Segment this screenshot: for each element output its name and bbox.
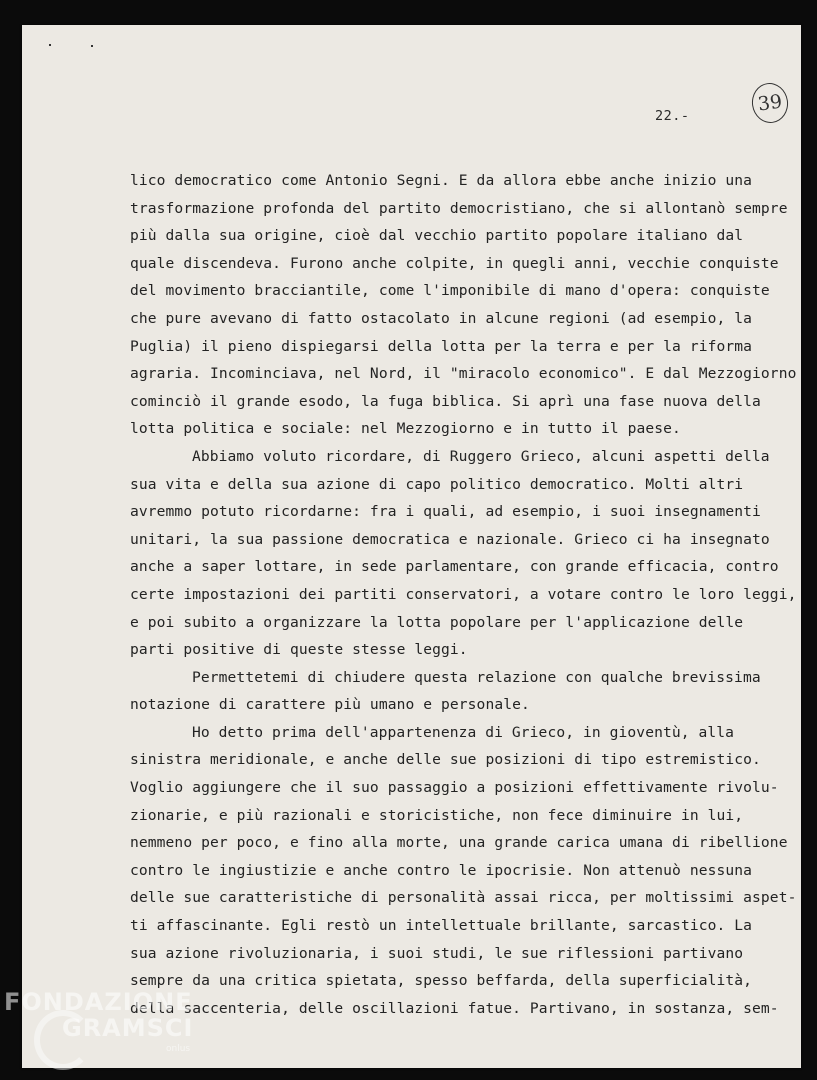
text-line: Ho detto prima dell'appartenenza di Grieco, in gioventù, alla — [192, 723, 735, 741]
text-line: trasformazione profonda del partito democristiano, che si allontanò sempre — [130, 199, 788, 217]
watermark-logo-icon — [34, 1010, 92, 1070]
text-line: zionarie, e più razionali e storicistiche, non fece diminuire in lui, — [130, 806, 744, 824]
text-line: Puglia) il pieno dispiegarsi della lotta per la terra e per la riforma — [130, 337, 753, 355]
text-line: sua azione rivoluzionaria, i suoi studi, le sue riflessioni partivano — [130, 944, 744, 962]
page-number: 22.- — [655, 108, 690, 124]
watermark-line1: FONDAZIONE — [4, 988, 193, 1016]
text-line: lico democratico come Antonio Segni. E da allora ebbe anche inizio una — [130, 172, 753, 189]
watermark-line3: onlus — [166, 1044, 191, 1054]
watermark — [4, 988, 193, 1054]
text-line: sempre da una critica spietata, spesso beffarda, della superficialità, — [130, 972, 753, 990]
text-line: e poi subito a organizzare la lotta popolare per l'applicazione delle — [130, 613, 744, 631]
paper-speck — [49, 44, 51, 46]
text-line: che pure avevano di fatto ostacolato in alcune regioni (ad esempio, la — [130, 309, 753, 327]
watermark-line2: GRAMSCI — [62, 1014, 194, 1042]
text-line: Voglio aggiungere che il suo passaggio a posizioni effettivamente rivolu- — [130, 779, 779, 797]
text-line: unitari, la sua passione democratica e nazionale. Grieco ci ha insegnato — [130, 530, 770, 548]
text-line: quale discendeva. Furono anche colpite, in quegli anni, vecchie conquiste — [130, 254, 779, 272]
text-line: anche a saper lottare, in sede parlamentare, con grande efficacia, contro — [130, 558, 779, 576]
text-line: nemmeno per poco, e fino alla morte, una grande carica umana di ribellione — [130, 834, 788, 852]
archive-stamp: 39 — [749, 81, 790, 126]
text-line: più dalla sua origine, cioè dal vecchio partito popolare italiano dal — [130, 227, 744, 245]
text-line: ti affascinante. Egli restò un intellettuale brillante, sarcastico. La — [130, 917, 753, 935]
text-line: agraria. Incominciava, nel Nord, il "miracolo economico". E dal Mezzogiorno — [130, 365, 797, 383]
text-line: sinistra meridionale, e anche delle sue posizioni di tipo estremistico. — [130, 751, 761, 769]
text-line: delle sue caratteristiche di personalità assai ricca, per moltissimi aspet- — [130, 889, 797, 907]
text-line: Abbiamo voluto ricordare, di Ruggero Grieco, alcuni aspetti della — [192, 447, 770, 465]
body-text — [130, 167, 797, 1022]
text-line: sua vita e della sua azione di capo politico democratico. Molti altri — [130, 475, 744, 493]
text-line: parti positive di queste stesse leggi. — [130, 641, 468, 659]
text-line: notazione di carattere più umano e personale. — [130, 696, 530, 714]
text-line: avremmo potuto ricordarne: fra i quali, ad esempio, i suoi insegnamenti — [130, 503, 761, 521]
document-page — [22, 25, 801, 1068]
text-line: lotta politica e sociale: nel Mezzogiorno e in tutto il paese. — [130, 420, 681, 438]
text-line: cominciò il grande esodo, la fuga biblica. Si aprì una fase nuova della — [130, 392, 761, 410]
text-line: certe impostazioni dei partiti conservatori, a votare contro le loro leggi, — [130, 585, 797, 603]
text-line: della saccenteria, delle oscillazioni fatue. Partivano, in sostanza, sem- — [130, 999, 779, 1017]
text-line: del movimento bracciantile, come l'imponibile di mano d'opera: conquiste — [130, 282, 770, 300]
paper-speck — [91, 45, 93, 47]
text-line: Permettetemi di chiudere questa relazione con qualche brevissima — [192, 668, 761, 686]
text-line: contro le ingiustizie e anche contro le ipocrisie. Non attenuò nessuna — [130, 861, 753, 879]
